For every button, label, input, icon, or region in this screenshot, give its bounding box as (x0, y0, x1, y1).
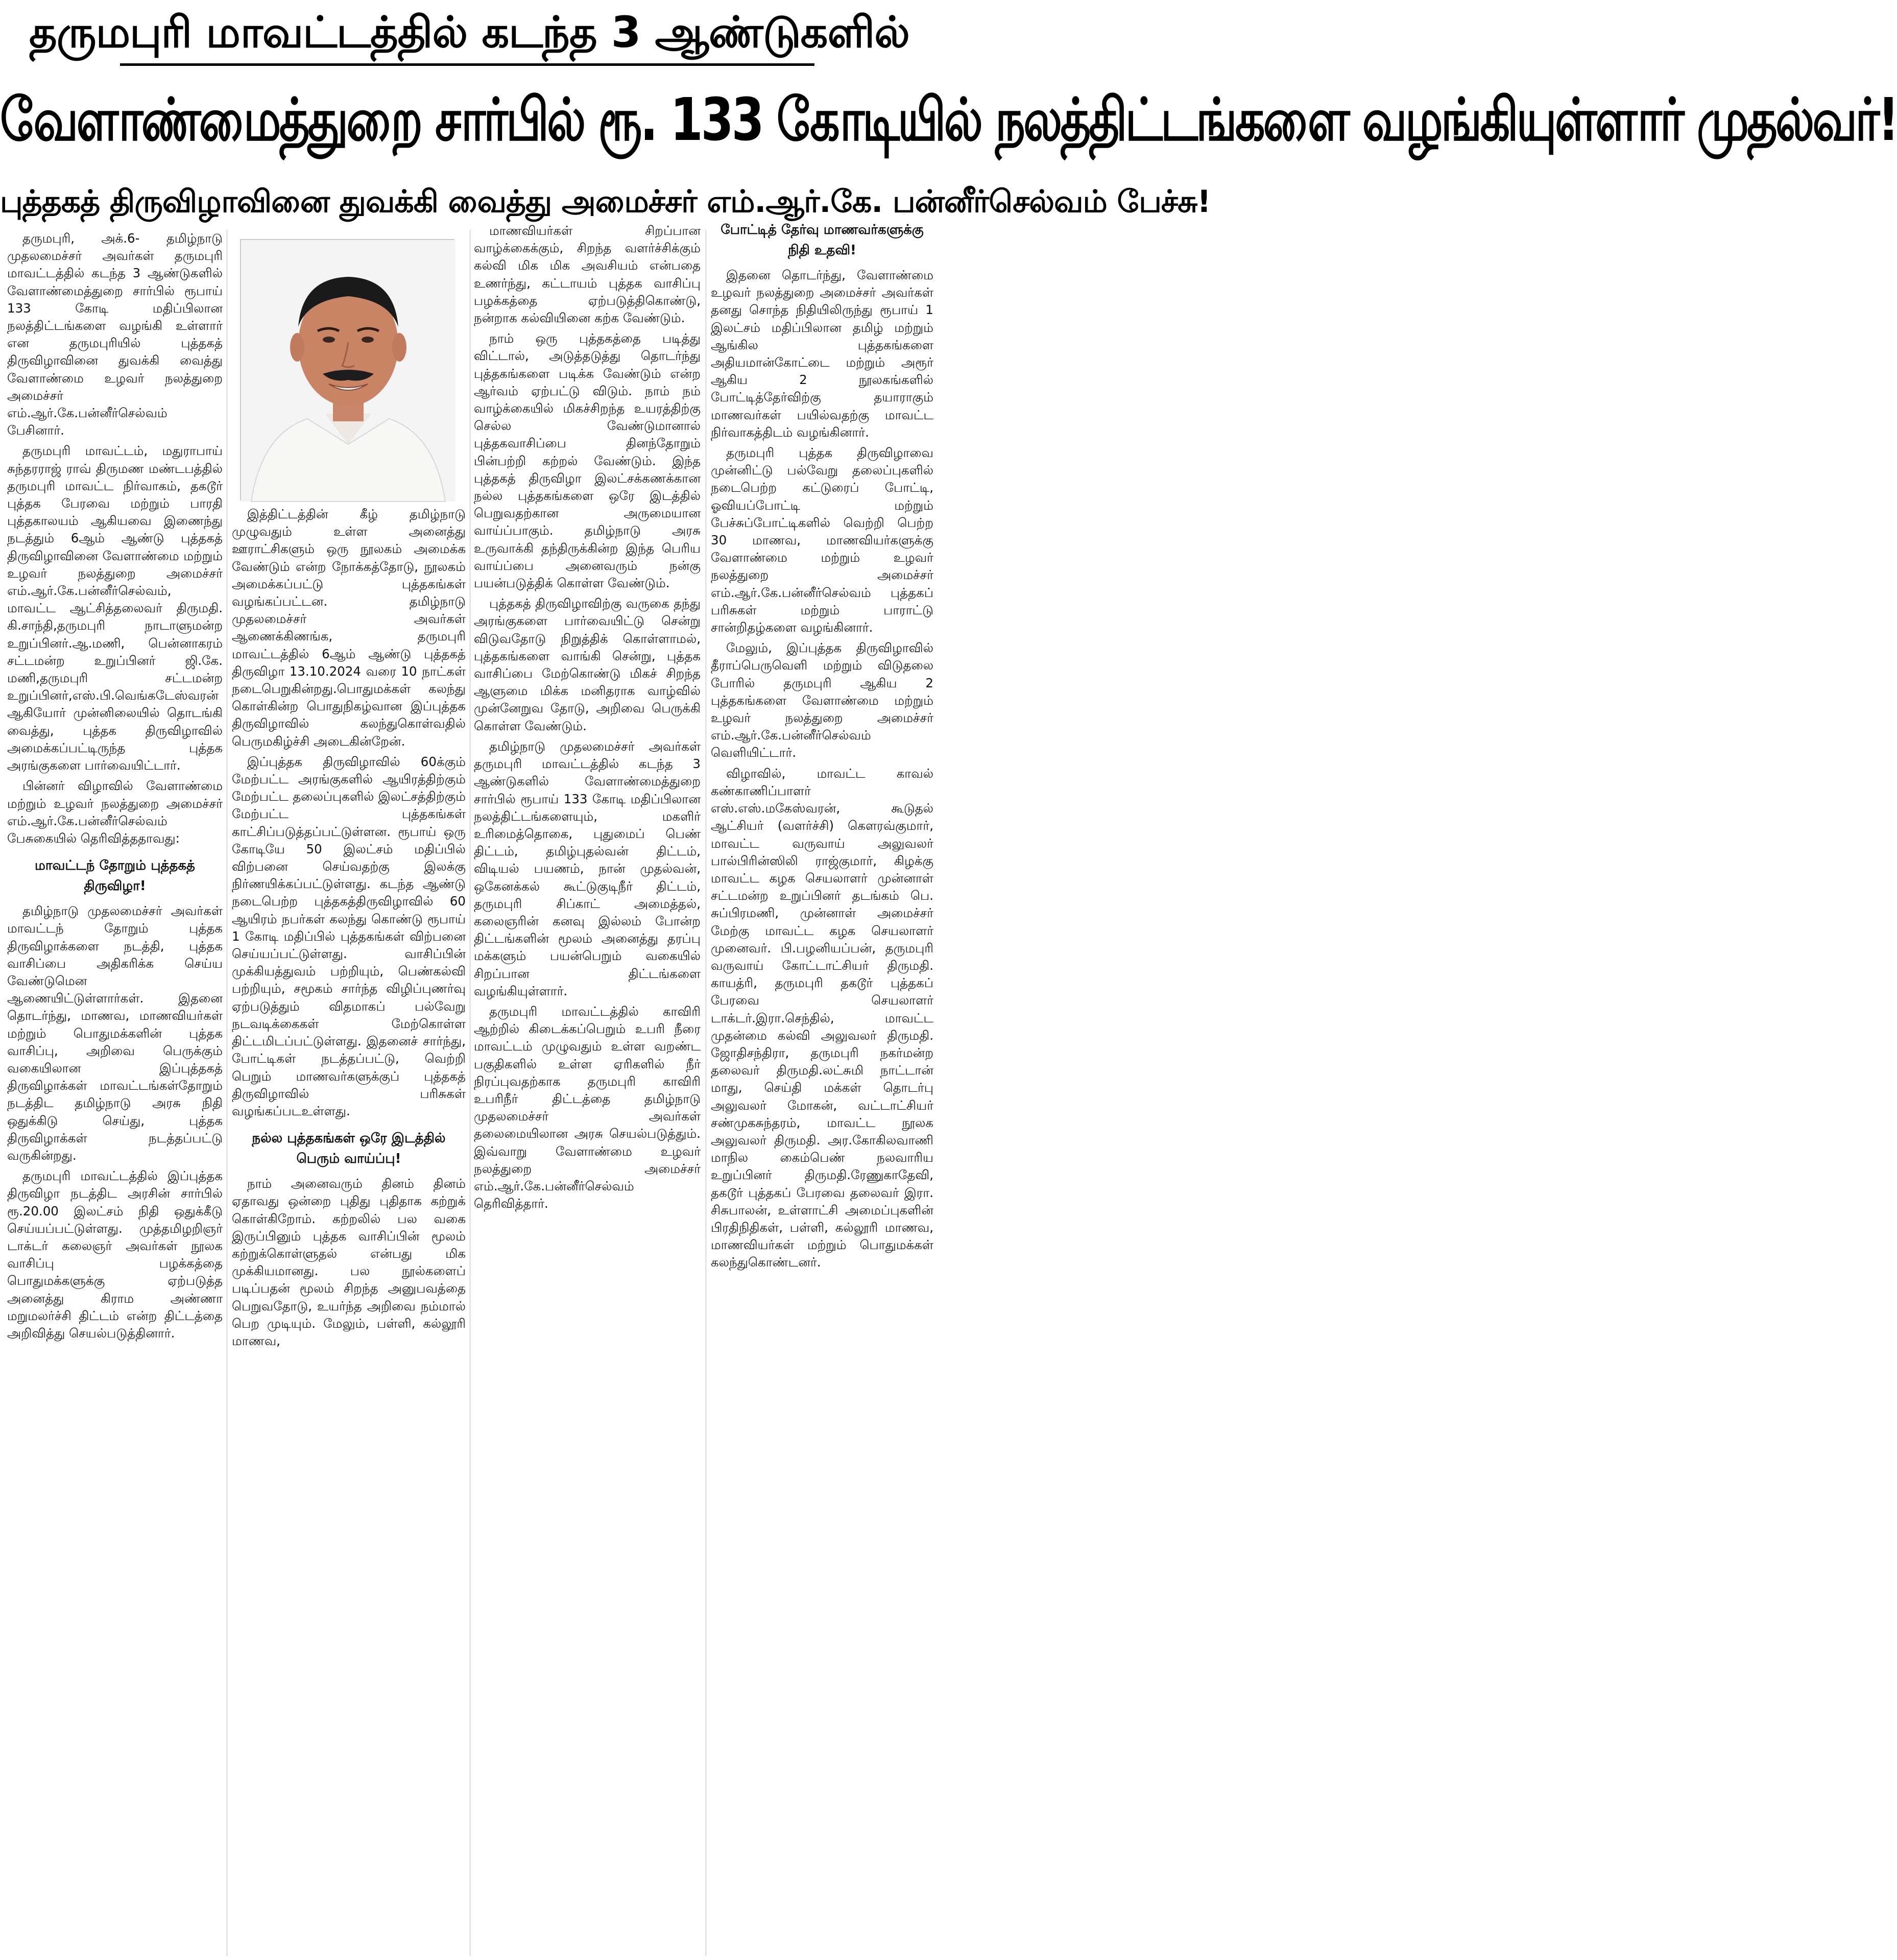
sub-headline: புத்தகத் திருவிழாவினை துவக்கி வைத்து அமைச்சர் எம்.ஆர்.கே. பன்னீர்செல்வம் பேச்சு! (0, 184, 1211, 220)
paragraph: தமிழ்நாடு முதலமைச்சர் அவர்கள் தருமபுரி மாவட்டத்தில் கடந்த 3 ஆண்டுகளில் வேளாண்மைத்துறை சார்பில் ரூபாய் 133 கோடி மதிப்பிலான நலத்திட்டங்களையும், மகளிர் உரிமைத்தொகை, புதுமைப் பெண் திட்டம், தமிழ்புதல்வன் திட்டம், விடியல் பயணம், நான் முதல்வன், ஒகேனக்கல் கூட்டுகுடிநீர் திட்டம், தருமபுரி சிப்காட் அமைத்தல், கலைஞரின் கனவு இல்லம் போன்ற திட்டங்களின் மூலம் அனைத்து தரப்பு மக்களும் பயன்பெறும் வகையில் சிறப்பான திட்டங்களை வழங்கியுள்ளார். (474, 738, 701, 998)
section-subheading: நல்ல புத்தகங்கள் ஒரே இடத்தில் பெரும் வாய்ப்பு! (252, 1131, 446, 1167)
paragraph: தருமபுரி புத்தக திருவிழாவை முன்னிட்டு பல்வேறு தலைப்புகளில் நடைபெற்ற கட்டுரைப் போட்டி, ஓவியப்போட்டி மற்றும் பேச்சுப்போட்டிகளில் வெற்றி பெற்ற 30 மாணவ, மாணவியர்களுக்கு வேளாண்மை மற்றும் உழவர் நலத்துறை அமைச்சர் எம்.ஆர்.கே.பன்னீர்செல்வம் புத்தகப் பரிசுகள் மற்றும் பாராட்டு சான்றிதழ்களை வழங்கினார். (711, 445, 933, 635)
section-subheading: மாவட்டந் தோறும் புத்தகத் திருவிழா! (35, 858, 195, 894)
article-column-3 (474, 222, 701, 1956)
paragraph: மேலும், இப்புத்தக திருவிழாவில் தீராப்பெருவெளி மற்றும் விடுதலை போரில் தருமபுரி ஆகிய 2 புத்தகங்களை வேளாண்மை மற்றும் உழவர் நலத்துறை அமைச்சர் எம்.ஆர்.கே.பன்னீர்செல்வம் வெளியிட்டார். (711, 640, 933, 760)
article-column-2 (232, 506, 466, 1956)
paragraph: நாம் அனைவரும் தினம் தினம் ஏதாவது ஒன்றை புதிது புதிதாக கற்றுக் கொள்கிறோம். கற்றலில் பல வகை இருப்பினும் புத்தக வாசிப்பின் மூலம் கற்றுக்கொள்ளுதல் என்பது மிக முக்கியமானது. பல நூல்களைப் படிப்பதன் மூலம் சிறந்த அனுபவத்தை பெறுவதோடு, உயர்ந்த அறிவை நம்மால் பெற முடியும். மேலும், பள்ளி, கல்லூரி மாணவ, (232, 1176, 466, 1348)
paragraph: இதனை தொடர்ந்து, வேளாண்மை உழவர் நலத்துறை அமைச்சர் அவர்கள் தனது சொந்த நிதியிலிருந்து ரூபாய் 1 இலட்சம் மதிப்பிலான தமிழ் மற்றும் ஆங்கில புத்தகங்களை அதியமான்கோட்டை மற்றும் அரூர் ஆகிய 2 நூலகங்களில் போட்டித்தேர்விற்கு தயாராகும் மாணவர்கள் பயில்வதற்கு மாவட்ட நிர்வாகத்திடம் வழங்கினார். (711, 268, 933, 440)
minister-photo (240, 239, 454, 500)
paragraph: நாம் ஒரு புத்தகத்தை படித்து விட்டால், அடுத்தடுத்து தொடர்ந்து புத்தகங்களை படிக்க வேண்டும் என்ற ஆர்வம் ஏற்பட்டு விடும். நாம் நம் வாழ்க்கையில் மிகச்சிறந்த உயரத்திற்கு செல்ல வேண்டுமானால் புத்தகவாசிப்பை தினந்தோறும் பின்பற்றி கற்றல் வேண்டும். இந்த புத்தகத் திருவிழா இலட்சக்கணக்கான நல்ல புத்தகங்களை ஒரே இடத்தில் பெறுவதற்கான அருமையான வாய்ப்பாகும். தமிழ்நாடு அரசு உருவாக்கி தந்திருக்கின்ற இந்த பெரிய வாய்ப்பை அனைவரும் நன்கு பயன்படுத்திக் கொள்ள வேண்டும். (474, 331, 701, 591)
kicker-underline (120, 63, 814, 66)
paragraph: மாணவியர்கள் சிறப்பான வாழ்க்கைக்கும், சிறந்த வளர்ச்சிக்கும் கல்வி மிக மிக அவசியம் என்பதை உணர்ந்து, கட்டாயம் புத்தக வாசிப்பு பழக்கத்தை ஏற்படுத்திகொண்டு, நன்றாக கல்வியினை கற்க வேண்டும். (474, 223, 701, 326)
section-subheading: போட்டித் தேர்வு மாணவர்களுக்கு நிதி உதவி! (721, 222, 924, 258)
paragraph: தருமபுரி, அக்.6- தமிழ்நாடு முதலமைச்சர் அவர்கள் தருமபுரி மாவட்டத்தில் கடந்த 3 ஆண்டுகளில் வேளாண்மைத்துறை சார்பில் ரூபாய் 133 கோடி மதிப்பிலான நலத்திட்டங்களை வழங்கி உள்ளார் என தருமபுரியில் புத்தகத் திருவிழாவினை துவக்கி வைத்து வேளாண்மை உழவர் நலத்துறை அமைச்சர் எம்.ஆர்.கே.பன்னீர்செல்வம் பேசினார். (7, 231, 223, 438)
kicker-headline: தருமபுரி மாவட்டத்தில் கடந்த 3 ஆண்டுகளில் (29, 7, 909, 57)
paragraph: விழாவில், மாவட்ட காவல் கண்காணிப்பாளர் எஸ்.எஸ்.மகேஸ்வரன், கூடுதல் ஆட்சியர் (வளர்ச்சி) கௌரவ்குமார், மாவட்ட வருவாய் அலுவலர் பால்பிரின்ஸிலி ராஜ்குமார், கிழக்கு மாவட்ட கழக செயலாளர் முன்னாள் சட்டமன்ற உறுப்பினர் தடங்கம் பெ. சுப்பிரமணி, முன்னாள் அமைச்சர் மேற்கு மாவட்ட கழக செயலாளர் முனைவர். பி.பழனியப்பன், தருமபுரி வருவாய் கோட்டாட்சியர் திருமதி. காயத்ரி, தருமபுரி தகடூர் புத்தகப் பேரவை செயலாளர் டாக்டர்.இரா.செந்தில், மாவட்ட முதன்மை கல்வி அலுவலர் திருமதி. ஜோதிசந்திரா, தருமபுரி நகர்மன்ற தலைவர் திருமதி.லட்சுமி நாட்டான் மாது, செய்தி மக்கள் தொடர்பு அலுவலர் மோகன், வட்டாட்சியர் சண்முகசுந்தரம், மாவட்ட நூலக அலுவலர் திருமதி. அர.கோகிலவாணி மாநில கைம்பெண் நலவாரிய உறுப்பினர் திருமதி.ரேணுகாதேவி, தகடூர் புத்தகப் பேரவை தலைவர் இரா. சிசுபாலன், உள்ளாட்சி அமைப்புகளின் பிரதிநிதிகள், பள்ளி, கல்லூரி மாணவ, மாணவியர்கள் மற்றும் பொதுமக்கள் கலந்துகொண்டனர். (711, 766, 933, 1270)
paragraph: தருமபுரி மாவட்டத்தில் காவிரி ஆற்றில் கிடைக்கப்பெறும் உபரி நீரை மாவட்டம் முழுவதும் உள்ள வறண்ட பகுதிகளில் உள்ள ஏரிகளில் நீர் நிரப்புவதற்காக தருமபுரி காவிரி உபரிநீர் திட்டத்தை தமிழ்நாடு முதலமைச்சர் அவர்கள் தலைமையிலான அரசு செயல்படுத்தும். இவ்வாறு வேளாண்மை உழவர் நலத்துறை அமைச்சர் எம்.ஆர்.கே.பன்னீர்செல்வம் தெரிவித்தார். (474, 1003, 701, 1211)
paragraph: பின்னர் விழாவில் வேளாண்மை மற்றும் உழவர் நலத்துறை அமைச்சர் எம்.ஆர்.கே.பன்னீர்செல்வம் பேசுகையில் தெரிவித்ததாவது: (7, 778, 223, 846)
paragraph: இத்திட்டத்தின் கீழ் தமிழ்நாடு முழுவதும் உள்ள அனைத்து ஊராட்சிகளும் ஒரு நூலகம் அமைக்க வேண்டும் என்ற நோக்கத்தோடு, நூலகம் அமைக்கப்பட்டு புத்தகங்கள் வழங்கப்பட்டன. தமிழ்நாடு முதலமைச்சர் அவர்கள் ஆணைக்கிணங்க, தருமபுரி மாவட்டத்தில் 6ஆம் ஆண்டு புத்தகத் திருவிழா 13.10.2024 வரை 10 நாட்கள் நடைபெறுகின்றது.பொதுமக்கள் கலந்து கொள்கின்ற பொதுநிகழ்வான இப்புத்தக திருவிழாவில் கலந்துகொள்வதில் பெருமகிழ்ச்சி அடைகின்றேன். (232, 507, 466, 749)
paragraph: தமிழ்நாடு முதலமைச்சர் அவர்கள் மாவட்டந் தோறும் புத்தக திருவிழாக்களை நடத்தி, புத்தக வாசிப்பை அதிகரிக்க செய்ய வேண்டுமென ஆணையிட்டுள்ளார்கள். இதனை தொடர்ந்து, மாணவ, மாணவியர்கள் மற்றும் பொதுமக்களின் புத்தக வாசிப்பு, அறிவை பெருக்கும் வகையிலான இப்புத்தகத் திருவிழாக்கள் மாவட்டங்கள்தோறும் நடத்திட தமிழ்நாடு அரசு நிதி ஒதுக்கிடு செய்து, புத்தக திருவிழாக்கள் நடத்தப்பட்டு வருகின்றது. (7, 903, 223, 1163)
paragraph: தருமபுரி மாவட்டத்தில் இப்புத்தக திருவிழா நடத்திட அரசின் சார்பில் ரூ.20.00 இலட்சம் நிதி ஒதுக்கீடு செய்யப்பட்டுள்ளது. முத்தமிழறிஞர் டாக்டர் கலைஞர் அவர்கள் நூலக வாசிப்பு பழக்கத்தை பொதுமக்களுக்கு ஏற்படுத்த அனைத்து கிராம அண்ணா மறுமலர்ச்சி திட்டம் என்ற திட்டத்தை அறிவித்து செயல்படுத்தினார். (7, 1168, 223, 1341)
article-column-4 (711, 220, 933, 1956)
main-headline: வேளாண்மைத்துறை சார்பில் ரூ. 133 கோடியில் நலத்திட்டங்களை வழங்கியுள்ளார் முதல்வர்! (0, 85, 1897, 154)
paragraph: இப்புத்தக திருவிழாவில் 60க்கும் மேற்பட்ட அரங்குகளில் ஆயிரத்திற்கும் மேற்பட்ட தலைப்புகளில் இலட்சத்திற்கும் மேற்பட்ட புத்தகங்கள் காட்சிப்படுத்தப்பட்டுள்ளன. ரூபாய் ஒரு கோடியே 50 இலட்சம் மதிப்பில் விற்பனை செய்வதற்கு இலக்கு நிர்ணயிக்கப்பட்டுள்ளது. கடந்த ஆண்டு நடைபெற்ற புத்தகத்திருவிழாவில் 60 ஆயிரம் நபர்கள் கலந்து கொண்டு ரூபாய் 1 கோடி மதிப்பில் புத்தகங்கள் விற்பனை செய்யப்பட்டுள்ளது. வாசிப்பின் முக்கியத்துவம் பற்றியும், பெண்கல்வி பற்றியும், சமூகம் சார்ந்த விழிப்புணர்வு ஏற்படுத்தும் விதமாகப் பல்வேறு நடவடிக்கைகள் மேற்கொள்ள திட்டமிடப்பட்டுள்ளது. இதனைச் சார்ந்து, போட்டிகள் நடத்தப்பட்டு, வெற்றி பெறும் மாணவர்களுக்குப் புத்தகத் திருவிழாவில் பரிசுகள் வழங்கப்படஉள்ளது. (232, 754, 466, 1118)
paragraph: தருமபுரி மாவட்டம், மதுராபாய் சுந்தரராஜ் ராவ் திருமண மண்டபத்தில் தருமபுரி மாவட்ட நிர்வாகம், தகடூர் புத்தக பேரவை மற்றும் பாரதி புத்தகாலயம் ஆகியவை இணைந்து நடத்தும் 6ஆம் ஆண்டு புத்தகத் திருவிழாவினை வேளாண்மை மற்றும் உழவர் நலத்துறை அமைச்சர் எம்.ஆர்.கே.பன்னீர்செல்வம், மாவட்ட ஆட்சித்தலைவர் திருமதி. கி.சாந்தி,தருமபுரி நாடாளுமன்ற உறுப்பினர்.ஆ.மணி, பென்னாகரம் சட்டமன்ற உறுப்பினர் ஜி.கே. மணி,தருமபுரி சட்டமன்ற உறுப்பினர்,எஸ்.பி.வெங்கடேஸ்வரன் ஆகியோர் முன்னிலையில் தொடங்கி வைத்து, புத்தக திருவிழாவில் அமைக்கப்பட்டிருந்த புத்தக அரங்குகளை பார்வையிட்டார். (7, 443, 223, 773)
paragraph: புத்தகத் திருவிழாவிற்கு வருகை தந்து அரங்குகளை பார்வையிட்டு சென்று விடுவதோடு நிறுத்திக் கொள்ளாமல், புத்தகங்களை வாங்கி சென்று, புத்தக வாசிப்பை மேற்கொண்டு மிகச் சிறந்த ஆளுமை மிக்க மனிதராக வாழ்வில் முன்னேறுவ தோடு, அறிவை பெருக்கி கொள்ள வேண்டும். (474, 596, 701, 733)
article-column-1 (7, 230, 223, 1956)
